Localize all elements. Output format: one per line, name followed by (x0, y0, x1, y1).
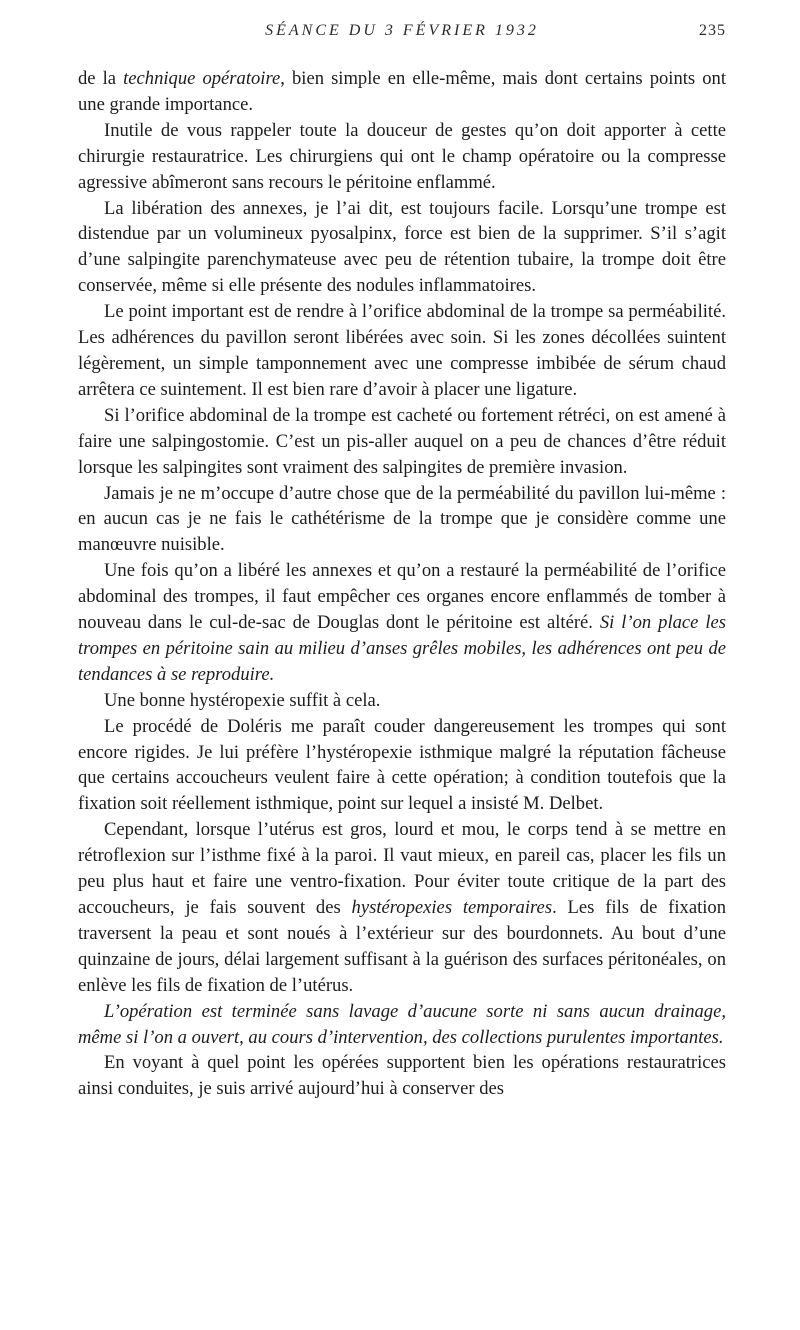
text-segment: , bien simple en elle-même, mais dont certains points ont une grande importance. (78, 68, 726, 115)
page-number: 235 (699, 22, 726, 39)
paragraph (78, 714, 726, 818)
text-segment: Si l’orifice abdominal de la trompe est cacheté ou fortement rétréci, on est amené à faire une salpingostomie. C’est un pis-aller auquel on a peu de chances d’être réduit lorsque les salpingites sont vraiment des salpingites de première invasion. (78, 404, 726, 478)
text-segment: Une bonne hystéropexie suffit à cela. (104, 689, 381, 711)
paragraph (78, 481, 726, 559)
italic-text: technique opératoire (123, 68, 281, 89)
body-text (78, 66, 726, 1102)
paragraph (78, 688, 726, 714)
paragraph (78, 999, 726, 1051)
text-segment: Jamais je ne m’occupe d’autre chose que de la perméabilité du pavillon lui-même : en aucun cas je ne fais le cathétérisme de la trompe que je considère comme une manœuvre nuisible. (78, 482, 726, 556)
text-segment: Le point important est de rendre à l’orifice abdominal de la trompe sa perméabilité. Les adhérences du pavillon seront libérées avec soin. Si les zones décollées suintent légèrement, un simple tamponnement avec une compresse imbibée de sérum chaud arrêtera ce suintement. Il est bien rare d’avoir à placer une ligature. (78, 301, 726, 400)
text-segment: La libération des annexes, je l’ai dit, est toujours facile. Lorsqu’une trompe est distendue par un volumineux pyosalpinx, force est bien de la supprimer. S’il s’agit d’une salpingite parenchymateuse avec peu de rétention tubaire, la trompe doit être conservée, même si elle présente des nodules inflammatoires. (78, 197, 726, 297)
running-title: SÉANCE DU 3 FÉVRIER 1932 (265, 22, 539, 39)
italic-text: Si l’on place les trompes en péritoine sain au milieu d’anses grêles mobiles, les adhérences ont peu de tendances à se reproduire. (78, 612, 727, 685)
paragraph (78, 817, 726, 998)
text-segment: Le procédé de Doléris me paraît couder dangereusement les trompes qui sont encore rigides. Je lui préfère l’hystéropexie isthmique malgré la réputation fâcheuse que certains accoucheurs veulent faire à cette opération; à condition toutefois que la fixation soit réellement isthmique, point sur lequel a insisté M. Delbet. (78, 715, 726, 815)
paragraph (78, 66, 726, 118)
text-segment: Cependant, lorsque l’utérus est gros, lourd et mou, le corps tend à se mettre en rétroflexion sur l’isthme fixé à la paroi. Il vaut mieux, en pareil cas, placer les fils un peu plus haut et faire une ventro-fixation. Pour éviter toute critique de la part des accoucheurs, je fais souvent des (78, 819, 726, 918)
page-header (78, 22, 726, 46)
text-segment: . Les fils de fixation traversent la peau et sont noués à l’extérieur sur des bourdonnets. Au bout d’une quinzaine de jours, délai largement suffisant à la guérison des surfaces péritonéales, on enlève les fils de fixation de l’utérus. (78, 897, 726, 996)
italic-text: L’opération est terminée sans lavage d’aucune sorte ni sans aucun drainage, même si l’on a ouvert, au cours d’intervention, des collections purulentes importantes. (78, 1000, 726, 1048)
paragraph (78, 299, 726, 403)
paragraph (78, 558, 726, 688)
text-segment: En voyant à quel point les opérées supportent bien les opérations restauratrices ainsi conduites, je suis arrivé aujourd’hui à conserver des (78, 1052, 726, 1100)
text-segment: Une fois qu’on a libéré les annexes et qu’on a restauré la perméabilité de l’orifice abdominal des trompes, il faut empêcher ces organes encore enflammés de tomber à nouveau dans le cul-de-sac de Douglas dont le péritoine est altéré. (78, 560, 726, 634)
italic-text: hystéropexies temporaires (351, 897, 553, 918)
text-segment: de la (78, 68, 124, 89)
paragraph (78, 1050, 726, 1102)
paragraph (78, 118, 726, 196)
paragraph (78, 196, 726, 300)
paragraph (78, 403, 726, 481)
text-segment: Inutile de vous rappeler toute la douceur de gestes qu’on doit apporter à cette chirurgie restauratrice. Les chirurgiens qui ont le champ opératoire ou la compresse agressive abîmeront sans recours le péritoine enflammé. (78, 119, 726, 193)
